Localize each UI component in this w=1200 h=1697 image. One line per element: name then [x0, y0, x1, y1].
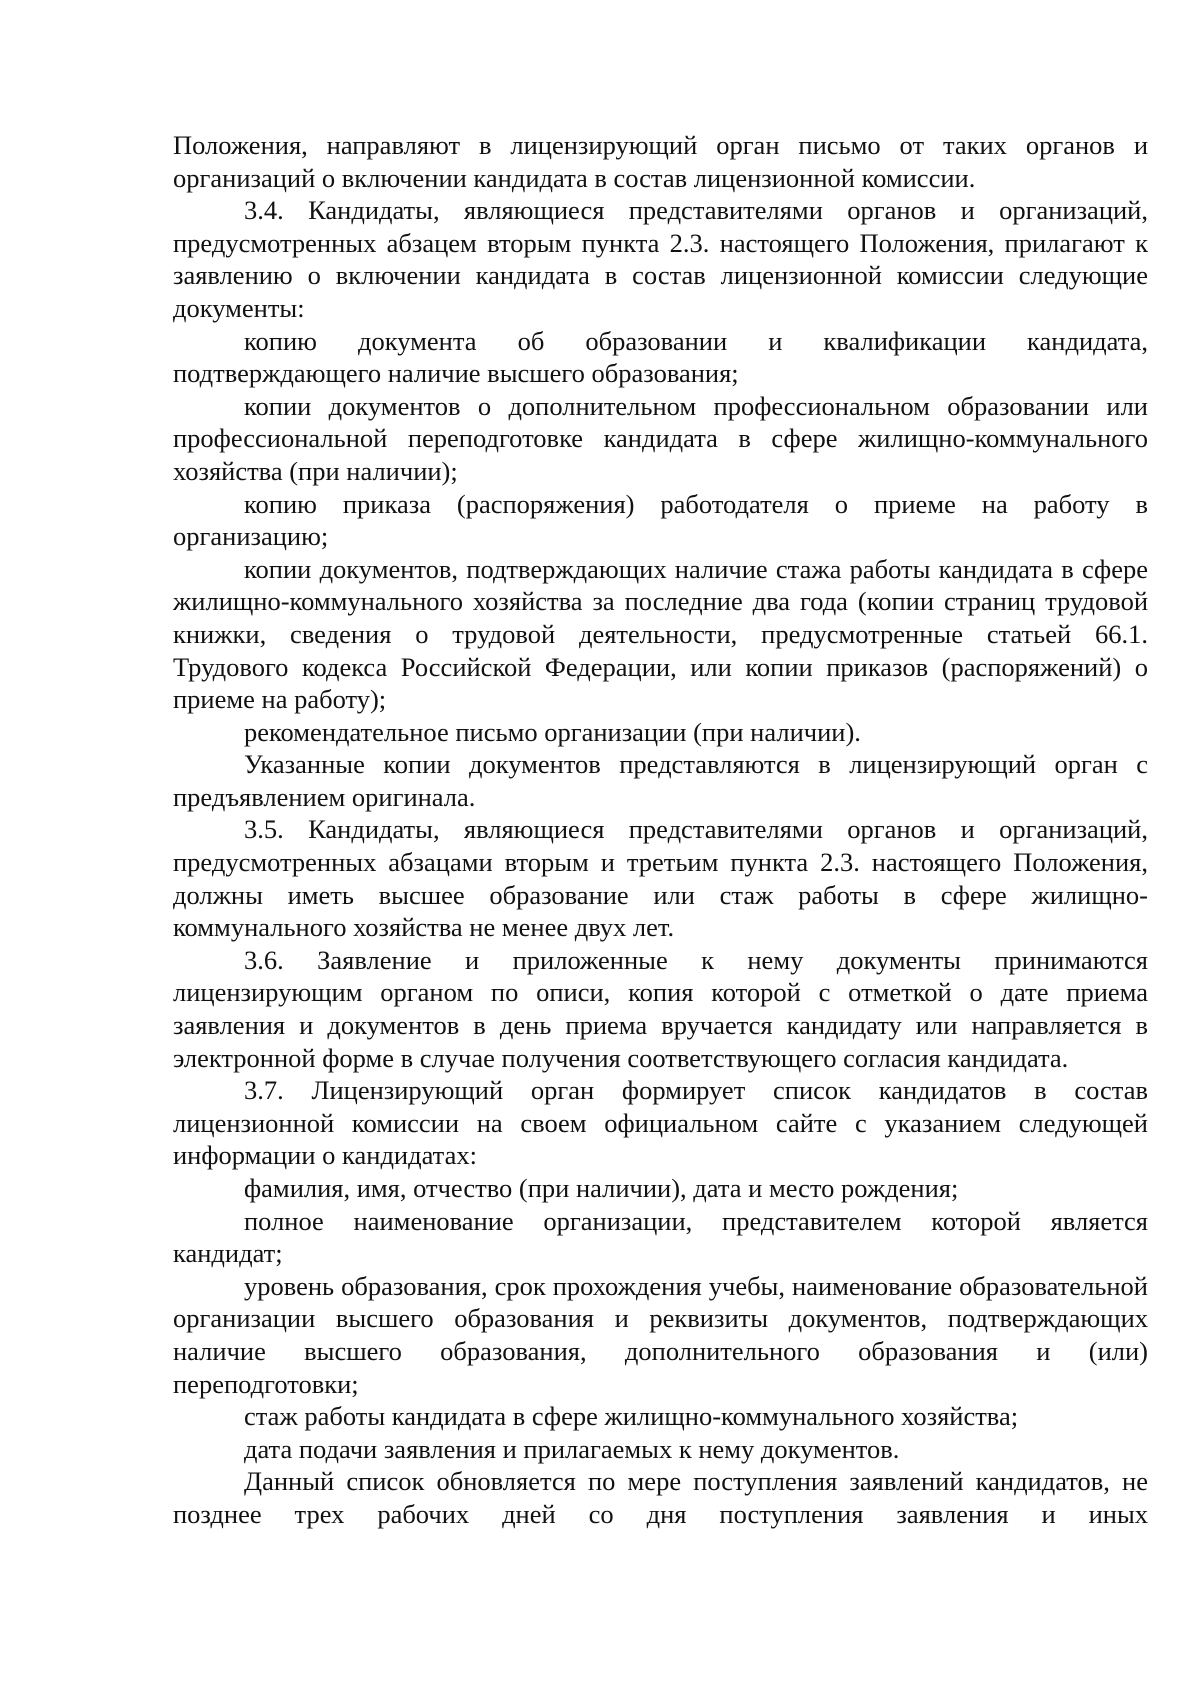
paragraph-3-5: 3.5. Кандидаты, являющиеся представителями органов и организаций, предусмотренных абзацами вторым и третьим пункта 2.3. настоящего Положения, должны иметь высшее образование или стаж работы в сфере жилищно-коммунального хозяйства не менее двух лет. [173, 814, 1148, 943]
list-item-recommendation-letter: рекомендательное письмо организации (при наличии). [244, 716, 861, 747]
paragraph-3-6: 3.6. Заявление и приложенные к нему документы принимаются лицензирующим органом по описи, копия которой с отметкой о дате приема заявления и документов в день приема вручается кандидату или направляется в электронной форме в случае получения соответствующего согласия кандидата. [173, 944, 1148, 1073]
list-item-additional-education: копии документов о дополнительном профессиональном образовании или профессиональной переподготовке кандидата в сфере жилищно-коммунального хозяйства (при наличии); [173, 390, 1148, 486]
list-item-experience: стаж работы кандидата в сфере жилищно-коммунального хозяйства; [244, 1401, 1019, 1432]
paragraph-continuation: Положения, направляют в лицензирующий орган письмо от таких органов и организаций о включении кандидата в состав лицензионной комиссии. [173, 130, 1148, 193]
paragraph-3-4: 3.4. Кандидаты, являющиеся представителями органов и организаций, предусмотренных абзацем вторым пункта 2.3. настоящего Положения, прилагают к заявлению о включении кандидата в состав лицензионной комиссии следующие документы: [173, 195, 1148, 323]
list-item-education-level: уровень образования, срок прохождения учебы, наименование образовательной организации высшего образования и реквизиты документов, подтверждающих наличие высшего образования, дополнительного образования и (или) переподготовки; [173, 1270, 1148, 1399]
document-body [173, 129, 1148, 1531]
list-item-work-experience: копии документов, подтверждающих наличие стажа работы кандидата в сфере жилищно-коммунального хозяйства за последние два года (копии страниц трудовой книжки, сведения о трудовой деятельности, предусмотренные статьей 66.1. Трудового кодекса Российской Федерации, или копии приказов (распоряжений) о приеме на работу); [173, 553, 1148, 715]
list-item-education-copy: копию документа об образовании и квалификации кандидата, подтверждающего наличие высшего образования; [173, 325, 1148, 389]
paragraph-copies-original: Указанные копии документов представляются в лицензирующий орган с предъявлением оригинала. [173, 749, 1148, 812]
list-item-organization: полное наименование организации, представителем которой является кандидат; [173, 1205, 1148, 1269]
paragraph-list-update: Данный список обновляется по мере поступления заявлений кандидатов, не позднее трех рабочих дней со дня поступления заявления и иных [173, 1466, 1148, 1529]
list-item-application-date: дата подачи заявления и прилагаемых к нему документов. [244, 1433, 900, 1464]
paragraph-3-7: 3.7. Лицензирующий орган формирует список кандидатов в состав лицензионной комиссии на своем официальном сайте с указанием следующей информации о кандидатах: [173, 1075, 1148, 1171]
list-item-full-name: фамилия, имя, отчество (при наличии), дата и место рождения; [244, 1173, 959, 1203]
list-item-employment-order: копию приказа (распоряжения) работодателя о приеме на работу в организацию; [173, 488, 1148, 552]
